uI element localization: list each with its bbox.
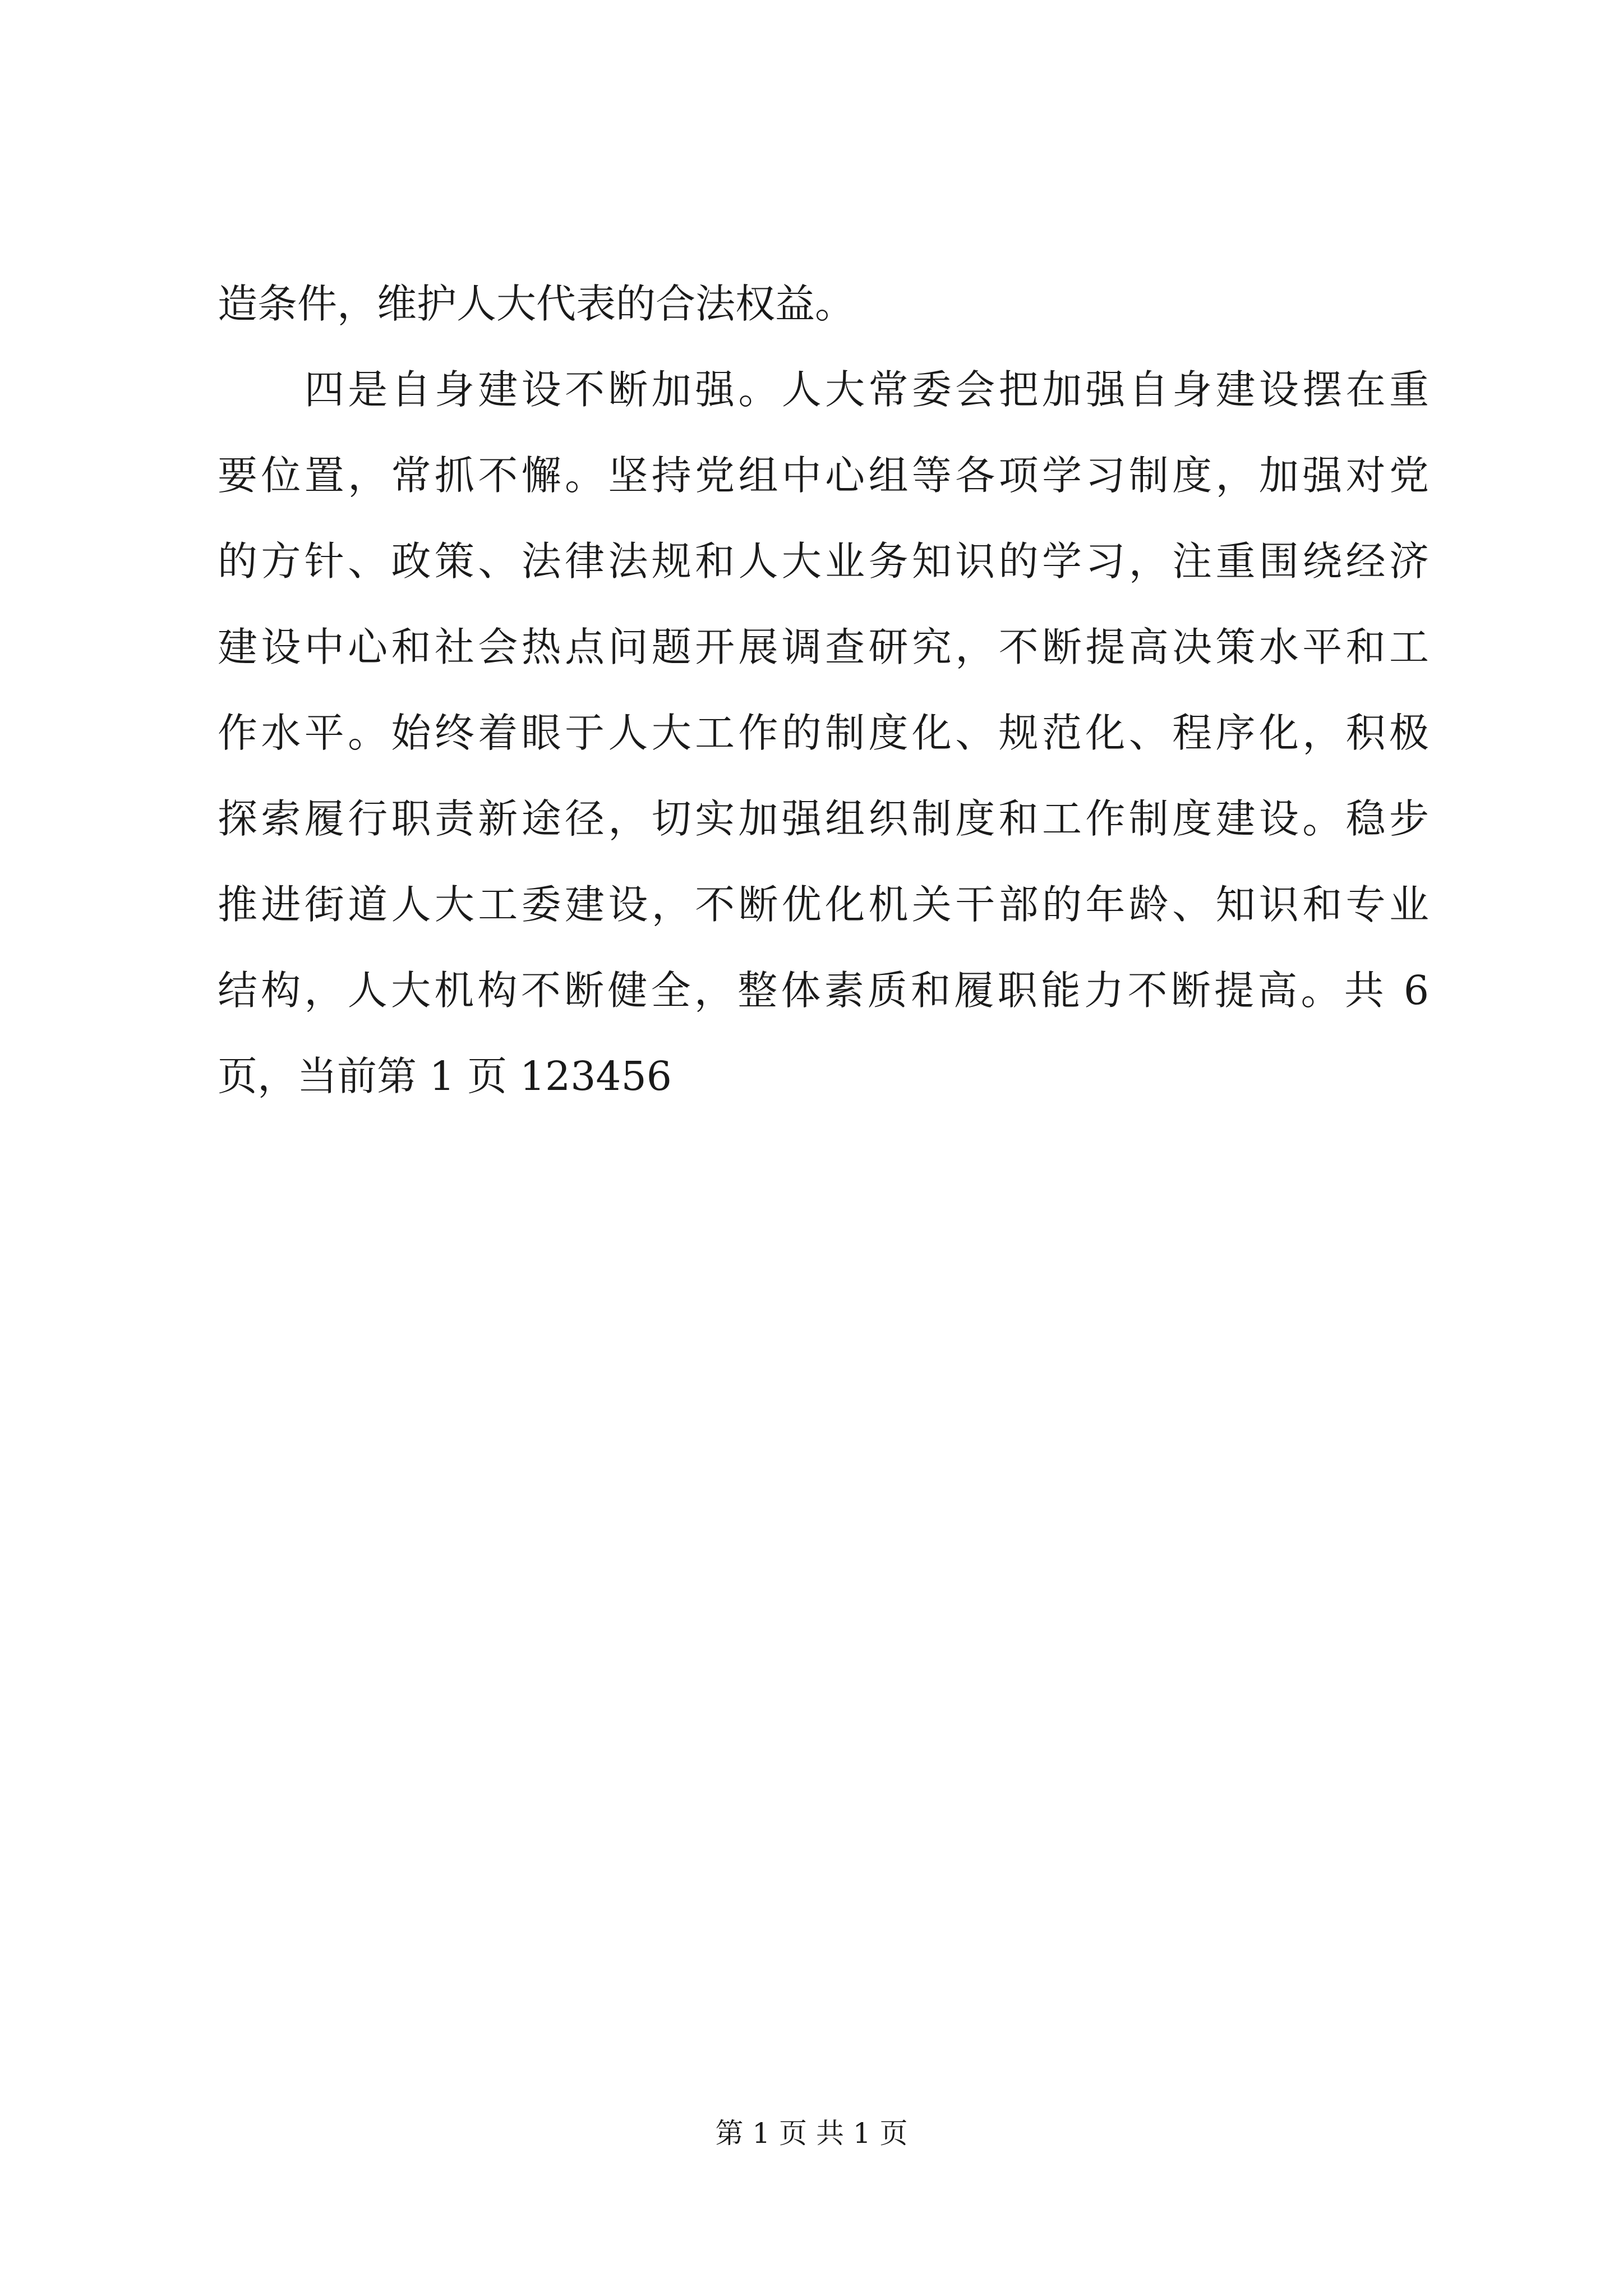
- text-line: 作水平。始终着眼于人大工作的制度化、规范化、程序化，积极: [218, 710, 1429, 756]
- text-line: 结构，人大机构不断健全，整体素质和履职能力不断提高。共 6: [218, 967, 1429, 1014]
- text-line: 要位置，常抓不懈。坚持党组中心组等各项学习制度，加强对党: [218, 452, 1429, 499]
- text-line: 页，当前第 1 页 123456: [218, 1053, 672, 1099]
- text-line: 探索履行职责新途径，切实加强组织制度和工作制度建设。稳步: [218, 795, 1429, 842]
- text-line: 四是自身建设不断加强。人大常委会把加强自身建设摆在重: [218, 366, 1429, 413]
- page-footer: 第 1 页 共 1 页: [715, 2117, 908, 2150]
- text-line: 推进街道人大工委建设，不断优化机关干部的年龄、知识和专业: [218, 881, 1429, 928]
- text-line: 建设中心和社会热点问题开展调查研究，不断提高决策水平和工: [218, 624, 1429, 670]
- text-line: 造条件，维护人大代表的合法权益。: [218, 280, 855, 327]
- text-line: 的方针、政策、法律法规和人大业务知识的学习，注重围绕经济: [218, 538, 1429, 585]
- body-text: [218, 261, 1429, 1119]
